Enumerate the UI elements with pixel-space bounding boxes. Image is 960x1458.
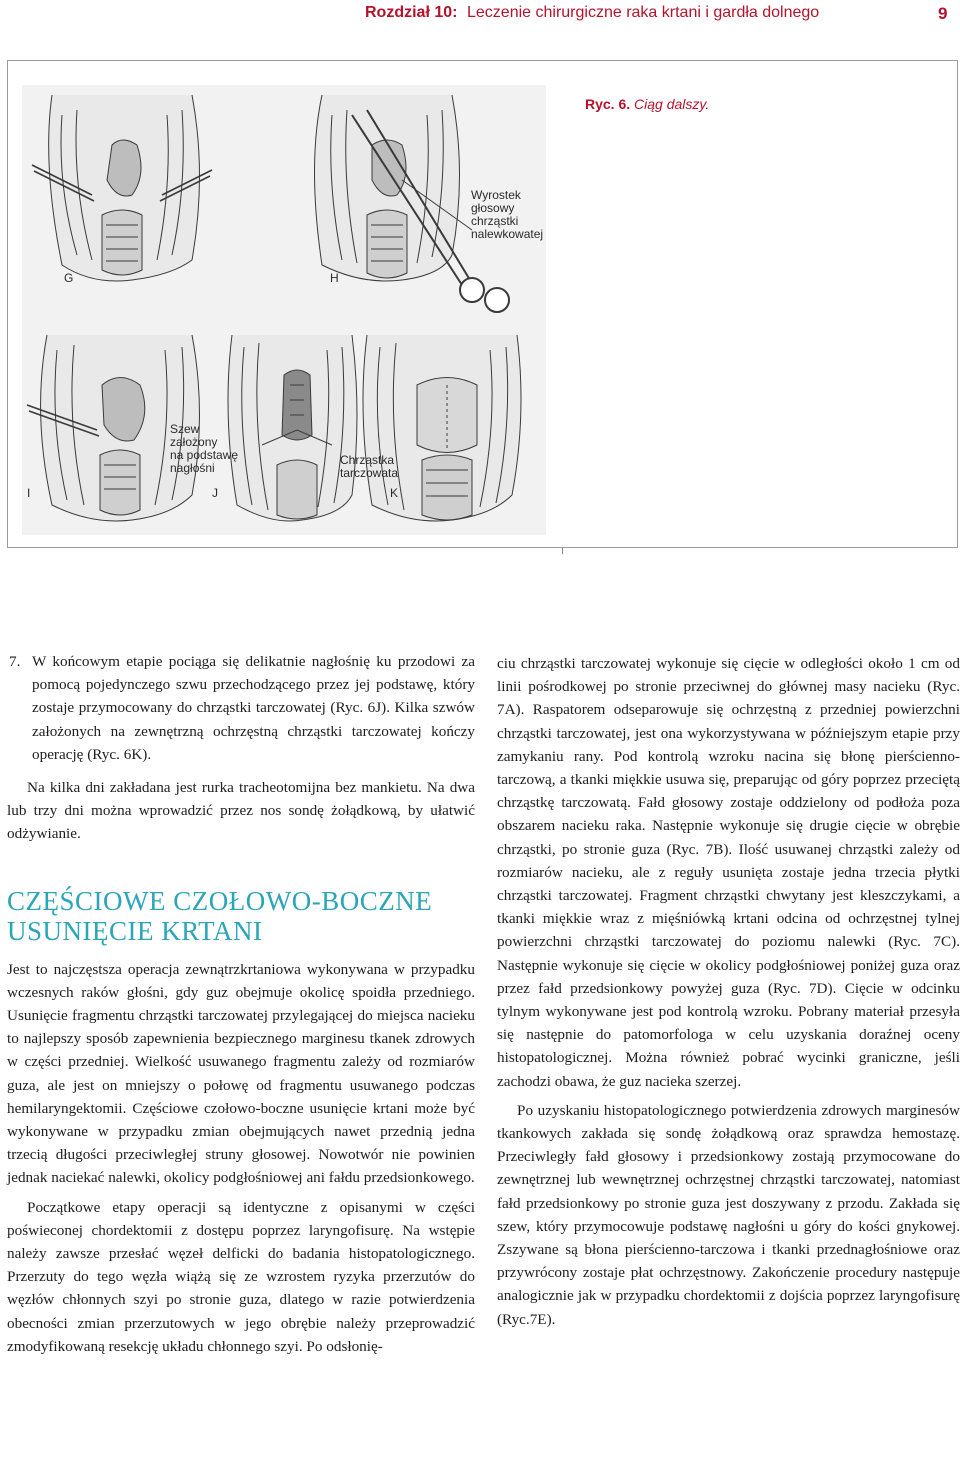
paragraph-closure: Po uzyskaniu histopatologicznego potwierdzenia zdrowych marginesów tkankowych zakłada się sondę żołądkową oraz sprawdza hemostazę. Przeciwległy fałd głosowy i przedsionkowy zostają przymocowane do zewnętrznej lub wewnętrznej ochrzęstnej chrząstki tarczowatej, natomiast fałd przedsionkowy po stronie guza jest doszywany z przodu. Zakłada się szew, który przymocowuje podstawę nagłośni u góry do kości gnykowej. Zszywane są błona pierścienno-tarczowa i tkanki przednagłośniowe oraz przywrócony zostaje płat ochrzęstnowy. Zakończenie procedury następuje analogicznie jak w przypadku chordektomii z dojścia poprzez laryngofisurę (Ryc.7E). — [497, 1101, 960, 1328]
panel-g-drawing — [32, 95, 212, 281]
surgical-illustration — [22, 85, 546, 535]
list-item-7 — [7, 650, 475, 766]
list-item-number: 7. — [9, 653, 21, 670]
figure-box — [7, 60, 958, 548]
paragraph-procedure: ciu chrząstki tarczowatej wykonuje się cięcie w odległości około 1 cm od linii pośrodkowej po stronie przeciwnej do głównej masy nacieku (Ryc. 7A). Raspatorem odseparowuje się ochrzęstną z przedniej powierzchni chrząstki tarczowatej, jest ona wykorzystywana w późniejszym etapie przy zamykaniu rany. Pod kontrolą wzroku nacina się błonę pierścienno-tarczową, a tkanki miękkie usuwa się, preparując od góry poprzez przeciętą chrząstkę tarczowatą. Fałd głosowy zostaje oddzielony od podłoża poza obszarem nacieku raka. Następnie wykonuje się drugie cięcie w obrębie chrząstki, po stronie guza (Ryc. 7B). Ilość usuwanej chrząstki zależy od rozmiarów nacieku, ale z reguły usunięta zostaje jedna trzecia płytki chrząstki tarczowatej. Fragment chrząstki chwytany jest kleszczykami, a tkanki miękkie wraz z mięśniówką krtani odcina od ochrzęstnej tylnej powierzchni chrząstki tarczowatej do poziomu nalewki (Ryc. 7C). Następnie wykonuje się cięcie w okolicy podgłośniowej poniżej guza oraz przez fałd przedsionkowy powyżej guza (Ryc. 7D). Cięcie w odcinku tylnym wykonywane jest pod kontrolą wzroku. Pobrany materiał przesyła się następnie do patomorfologa w celu uzyskania doraźnej oceny histopatologicznej. Można również pobrać wycinki graniczne, jeśli zachodzi obawa, że guz nacieka szerzej. — [497, 655, 960, 1090]
label-arytenoid-process: Wyrostek głosowy chrząstki nalewkowatej — [471, 188, 544, 241]
label-thyroid-cartilage: Chrząstka tarczowata — [340, 453, 399, 480]
running-header — [0, 4, 960, 28]
right-column — [497, 652, 960, 1331]
paragraph-intro: Jest to najczęstsza operacja zewnątrzkrtaniowa wykonywana w przypadku wczesnych raków głośni, gdy guz obejmuje okolicę spoidła przedniego. Usunięcie fragmentu chrząstki tarczowatej przylegającej do miejsca nacieku to najlepszy sposób zapewnienia bezpiecznego marginesu tkanek zdrowych w części przedniej. Wielkość usuwanego fragmentu zależy od rozmiarów guza, ale jest on mniejszy o połowę od fragmentu usuwanego podczas hemilaryngektomii. Częściowe czołowo-boczne usunięcie krtani może być wykonywane w przypadku zmian obejmujących nawet przednią jedna trzecią długości przeciwległej struny głosowej. Nowotwór nie powinien jednak naciekać nalewki, okolicy podgłośniowej ani fałdu przedsionkowego. — [7, 960, 475, 1187]
panel-label-g: G — [64, 271, 74, 285]
panel-j-drawing — [228, 335, 357, 521]
chapter-title: Leczenie chirurgiczne raka krtani i gardła dolnego — [467, 4, 820, 21]
section-title: CZĘŚCIOWE CZOŁOWO-BOCZNE USUNIĘCIE KRTANI — [7, 885, 433, 946]
panel-k-drawing — [363, 335, 521, 521]
surgical-drawing — [22, 85, 546, 535]
panel-label-h: H — [330, 271, 339, 285]
page-number: 9 — [938, 4, 948, 23]
panel-label-i: I — [27, 486, 31, 500]
panel-label-j: J — [212, 486, 218, 500]
paragraph-initial-steps: Początkowe etapy operacji są identyczne z opisanymi w części poświeconej chordektomii z dostępu poprzez laryngofisurę. Na wstępie należy zawsze przesłać węzeł delficki do badania histopatologicznego. Przerzuty do tego węzła wiążą się ze wzrostem ryzyka przerzutów do węzłów chłonnych szyi po stronie guza, dlatego w razie potwierdzenia obecności zmian przerzutowych w jego obrębie należy przeprowadzić zmodyfikowaną resekcję układu chłonnego szyi. Po odsłonię- — [7, 1198, 475, 1355]
panel-label-k: K — [390, 486, 399, 500]
figure-tick-mark — [562, 548, 563, 554]
left-column — [7, 650, 475, 1358]
label-epiglottis-suture: Szew założony na podstawę nagłośni — [170, 422, 239, 475]
figure-caption-text: Ciąg dalszy. — [634, 96, 710, 112]
paragraph-tracheotomy: Na kilka dni zakładana jest rurka tracheotomijna bez mankietu. Na dwa lub trzy dni można wprowadzić przez nos sondę żołądkową, by ułatwić odżywianie. — [7, 779, 475, 843]
figure-caption — [585, 96, 709, 112]
figure-caption-number: Ryc. 6. — [585, 96, 631, 112]
list-item-text: W końcowym etapie pociąga się delikatnie nagłośnię ku przodowi za pomocą pojedynczego szwu przechodzącego przez jej podstawę, który zostaje przymocowany do chrząstki tarczowatej (Ryc. 6J). Kilka szwów założonych na zewnętrzną ochrzęstną chrząstki tarczowatej kończy operację (Ryc. 6K). — [32, 653, 475, 763]
chapter-label: Rozdział 10: — [365, 4, 458, 21]
